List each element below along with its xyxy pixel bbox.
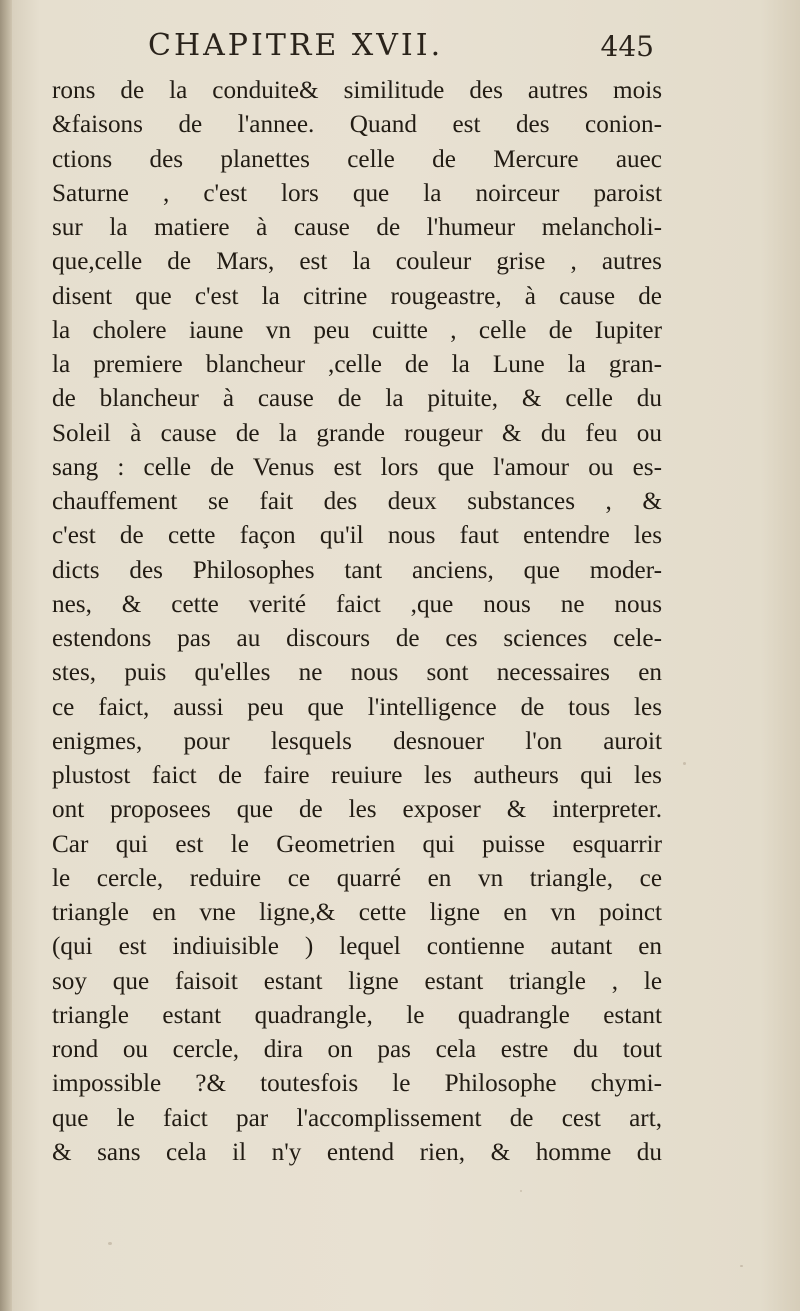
paper-speck [108, 1242, 112, 1245]
text-line: ont proposees que de les exposer & interpreter. [52, 796, 662, 824]
text-line: ctions des planettes celle de Mercure auec [52, 145, 662, 173]
text-line: enigmes, pour lesquels desnouer l'on auroit [52, 727, 662, 755]
text-line: triangle estant quadrangle, le quadrangle estant [52, 1001, 662, 1029]
running-header [140, 20, 660, 70]
text-line: rons de la conduite& similitude des autres mois [52, 77, 662, 104]
text-line: la cholere iaune vn peu cuitte , celle de Iupiter [52, 316, 662, 344]
text-line: de blancheur à cause de la pituite, & celle du [52, 385, 662, 413]
text-line: Saturne , c'est lors que la noirceur paroist [52, 179, 662, 207]
text-line: plustost faict de faire reuiure les autheurs qui les [52, 762, 662, 789]
body-text [52, 74, 662, 1170]
text-line: chauffement se fait des deux substances , & [52, 488, 662, 515]
text-line: stes, puis qu'elles ne nous sont necessaires en [52, 659, 662, 687]
text-line: impossible ?& toutesfois le Philosophe chymi- [52, 1070, 662, 1098]
text-line: Car qui est le Geometrien qui puisse esquarrir [52, 830, 662, 858]
paper-speck [683, 762, 686, 765]
text-line: sur la matiere à cause de l'humeur melancholi- [52, 214, 662, 241]
chapter-heading: CHAPITRE XVII. [148, 28, 444, 63]
text-line: dicts des Philosophes tant anciens, que moder- [52, 556, 662, 584]
page-gutter [0, 0, 12, 1311]
paper-speck [520, 1190, 522, 1192]
text-line: Soleil à cause de la grande rougeur & du feu ou [52, 419, 662, 447]
paper-speck [740, 1265, 743, 1267]
text-line: soy que faisoit estant ligne estant triangle , le [52, 967, 662, 995]
text-line: (qui est indiuisible ) lequel contienne autant en [52, 933, 662, 961]
page-number: 445 [600, 30, 654, 63]
text-line: que,celle de Mars, est la couleur grise , autres [52, 248, 662, 276]
text-line: la premiere blancheur ,celle de la Lune la gran- [52, 351, 662, 378]
text-line: &faisons de l'annee. Quand est des conion- [52, 111, 662, 139]
text-line: que le faict par l'accomplissement de cest art, [52, 1104, 662, 1132]
text-line: estendons pas au discours de ces sciences cele- [52, 625, 662, 652]
text-line: c'est de cette façon qu'il nous faut entendre les [52, 522, 662, 550]
text-line: disent que c'est la citrine rougeastre, à cause de [52, 282, 662, 310]
text-line: ce faict, aussi peu que l'intelligence de tous les [52, 693, 662, 721]
text-line: nes, & cette verité faict ,que nous ne nous [52, 590, 662, 618]
text-line: & sans cela il n'y entend rien, & homme du [52, 1138, 662, 1166]
text-line: triangle en vne ligne,& cette ligne en vn poinct [52, 899, 662, 926]
text-line: le cercle, reduire ce quarré en vn triangle, ce [52, 864, 662, 892]
text-line: rond ou cercle, dira on pas cela estre du tout [52, 1036, 662, 1063]
text-line: sang : celle de Venus est lors que l'amour ou es- [52, 453, 662, 481]
